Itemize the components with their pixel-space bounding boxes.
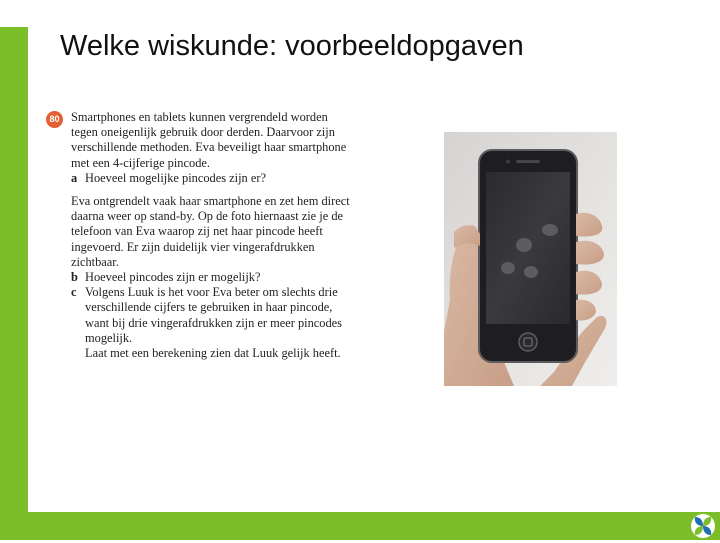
question-c-line: want bij drie vingerafdrukken zijn er meer pincodes bbox=[85, 315, 343, 330]
left-accent-bar bbox=[0, 27, 28, 540]
slide-title: Welke wiskunde: voorbeeldopgaven bbox=[60, 30, 524, 62]
exercise-middle-line: zichtbaar. bbox=[71, 254, 119, 269]
question-c-line: Laat met een berekening zien dat Luuk gelijk heeft. bbox=[85, 346, 341, 361]
exercise-middle-line: daarna weer op stand-by. Op de foto hiernaast zie je de bbox=[71, 209, 344, 224]
exercise-middle-line: Eva ontgrendelt vaak haar smartphone en zet hem direct bbox=[71, 194, 350, 209]
question-c-line: verschillende cijfers te gebruiken in haar pincode, bbox=[85, 300, 333, 315]
bottom-accent-bar bbox=[28, 512, 720, 540]
question-b-text: Hoeveel pincodes zijn er mogelijk? bbox=[85, 270, 261, 285]
exercise-intro-line: Smartphones en tablets kunnen vergrendeld worden bbox=[71, 110, 328, 124]
question-c bbox=[71, 285, 406, 300]
exercise-intro-line: met een 4-cijferige pincode. bbox=[71, 155, 210, 170]
exercise-intro-line: verschillende methoden. Eva beveiligt haar smartphone bbox=[71, 140, 347, 155]
question-a bbox=[71, 171, 406, 186]
exercise-number-badge: 80 bbox=[46, 111, 63, 128]
question-c-label: c bbox=[71, 285, 77, 300]
exercise-body bbox=[71, 110, 406, 361]
question-c-first-line: Volgens Luuk is het voor Eva beter om slechts drie bbox=[85, 285, 338, 300]
four-leaf-logo-icon bbox=[691, 514, 715, 538]
exercise-middle-line: ingevoerd. Er zijn duidelijk vier vingerafdrukken bbox=[71, 239, 315, 254]
question-b bbox=[71, 270, 406, 285]
question-a-text: Hoeveel mogelijke pincodes zijn er? bbox=[85, 170, 266, 185]
exercise-block bbox=[46, 110, 406, 361]
smartphone-photo bbox=[444, 132, 617, 386]
question-b-label: b bbox=[71, 270, 78, 285]
exercise-intro-line: tegen oneigenlijk gebruik door derden. Daarvoor zijn bbox=[71, 125, 335, 140]
question-c-line: mogelijk. bbox=[85, 330, 133, 345]
question-a-label: a bbox=[71, 170, 78, 185]
exercise-middle-line: telefoon van Eva waarop zij net haar pincode heeft bbox=[71, 224, 323, 239]
